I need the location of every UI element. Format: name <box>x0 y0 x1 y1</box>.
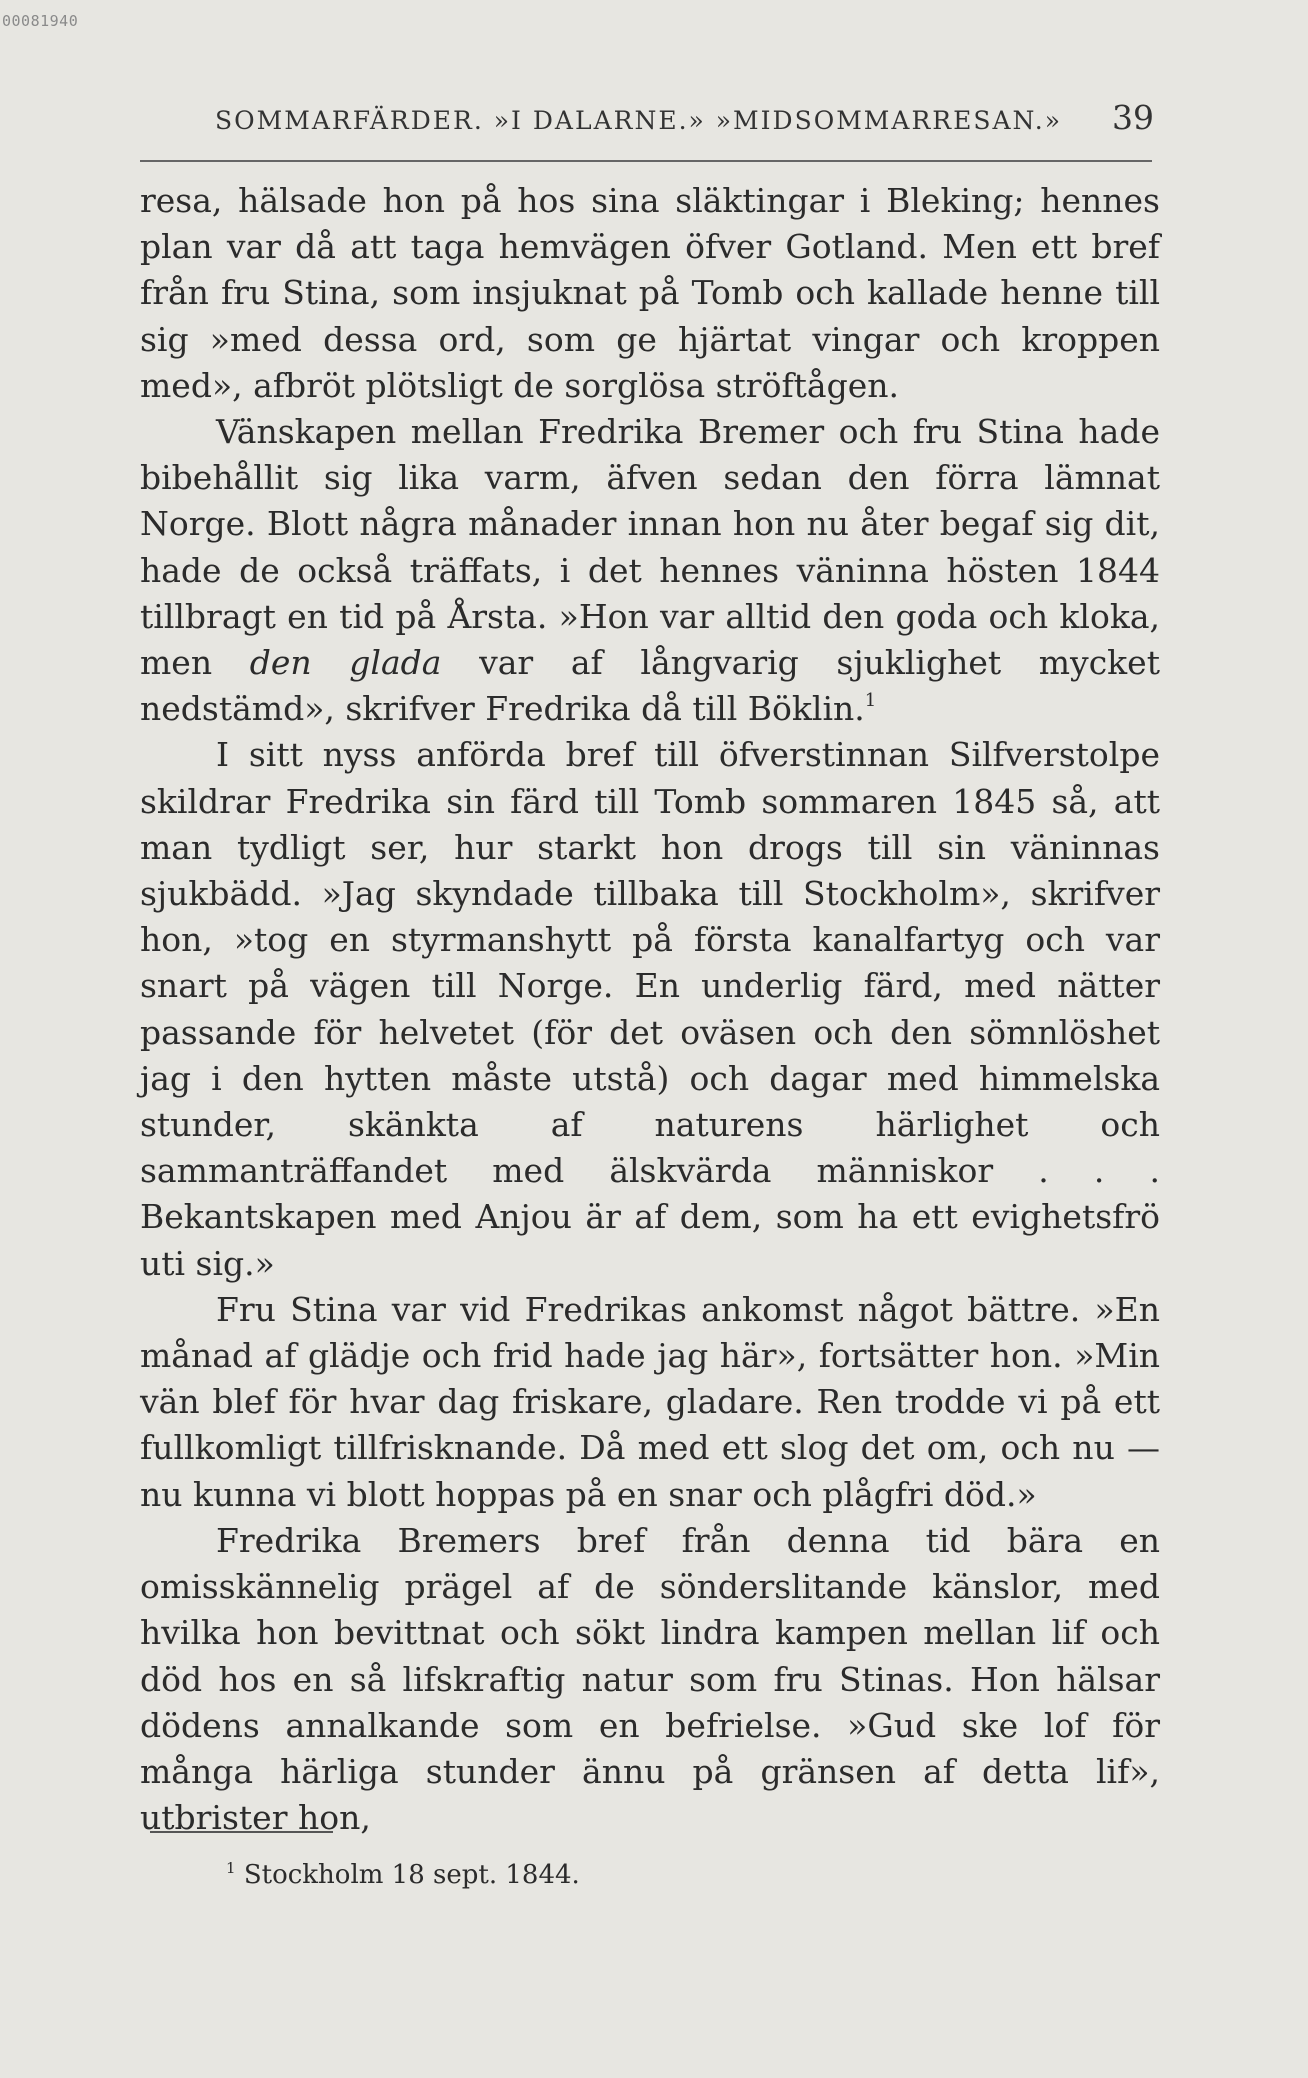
footnote-text: Stockholm 18 sept. 1844. <box>243 1860 580 1890</box>
paragraph-2-text: Vänskapen mellan Fredrika Bremer och fru Stina hade bibehållit sig lika varm, äfven sedan den förra lämnat Norge. Blott några månader innan hon nu åter begaf sig dit, hade de också träffats, i det hennes väninna hösten 1844 tillbragt en tid på Årsta. »Hon var alltid den goda och kloka, men <box>140 412 1160 683</box>
paragraph-3 <box>140 732 1160 1286</box>
footnote <box>226 1860 580 1890</box>
page-number: 39 <box>1112 98 1154 137</box>
header-rule <box>140 160 1152 162</box>
paragraph-1-text: resa, hälsade hon på hos sina släktingar i Bleking; hennes plan var då att taga hemvägen öfver Gotland. Men ett bref från fru Stina, som insjuknat på Tomb och kallade henne till sig »med dessa ord, som ge hjärtat vingar och kroppen med», afbröt plötsligt de sorglösa ströftågen. <box>140 181 1160 405</box>
paragraph-2-emphasis: den glada <box>249 643 442 683</box>
paragraph-2-text-after: var af långvarig sjuklighet mycket nedstämd», skrifver Fredrika då till Böklin. <box>140 643 1160 729</box>
running-head <box>0 96 1154 137</box>
paragraph-5-text: Fredrika Bremers bref från denna tid bära en omisskännelig prägel af de sönderslitande känslor, med hvilka hon bevittnat och sökt lindra kampen mellan lif och död hos en så lifskraftig natur som fru Stinas. Hon hälsar dödens annalkande som en befrielse. »Gud ske lof för många härliga stunder ännu på gränsen af detta lif», utbrister hon, <box>140 1520 1160 1838</box>
paragraph-5 <box>140 1518 1160 1841</box>
body-text <box>140 178 1160 1841</box>
running-title: SOMMARFÄRDER. »I DALARNE.» »MIDSOMMARRESAN.» <box>215 106 1063 135</box>
paragraph-2 <box>140 409 1160 732</box>
paragraph-3-text: I sitt nyss anförda bref till öfverstinnan Silfverstolpe skildrar Fredrika sin färd till Tomb sommaren 1845 så, att man tydligt ser, hur starkt hon drogs till sin väninnas sjukbädd. »Jag skyndade tillbaka till Stockholm», skrifver hon, »tog en styrmanshytt på första kanalfartyg och var snart på vägen till Norge. En underlig färd, med nätter passande för helvetet (för det oväsen och den sömnlöshet jag i den hytten måste utstå) och dagar med himmelska stunder, skänkta af naturens härlighet och sammanträffandet med älskvärda människor . . . Bekantskapen med Anjou är af dem, som ha ett evighetsfrö uti sig.» <box>140 735 1160 1283</box>
footnote-rule <box>150 1831 333 1833</box>
paragraph-4-text: Fru Stina var vid Fredrikas ankomst något bättre. »En månad af glädje och frid hade jag här», fortsätter hon. »Min vän blef för hvar dag friskare, gladare. Ren trodde vi på ett fullkomligt tillfrisknande. Då med ett slog det om, och nu — nu kunna vi blott hoppas på en snar och plågfri död.» <box>140 1289 1160 1514</box>
scan-id-label: 00081940 <box>2 12 79 30</box>
paragraph-1 <box>140 178 1160 409</box>
footnote-reference: 1 <box>864 690 877 712</box>
footnote-mark: 1 <box>226 1859 236 1877</box>
paragraph-4 <box>140 1287 1160 1518</box>
